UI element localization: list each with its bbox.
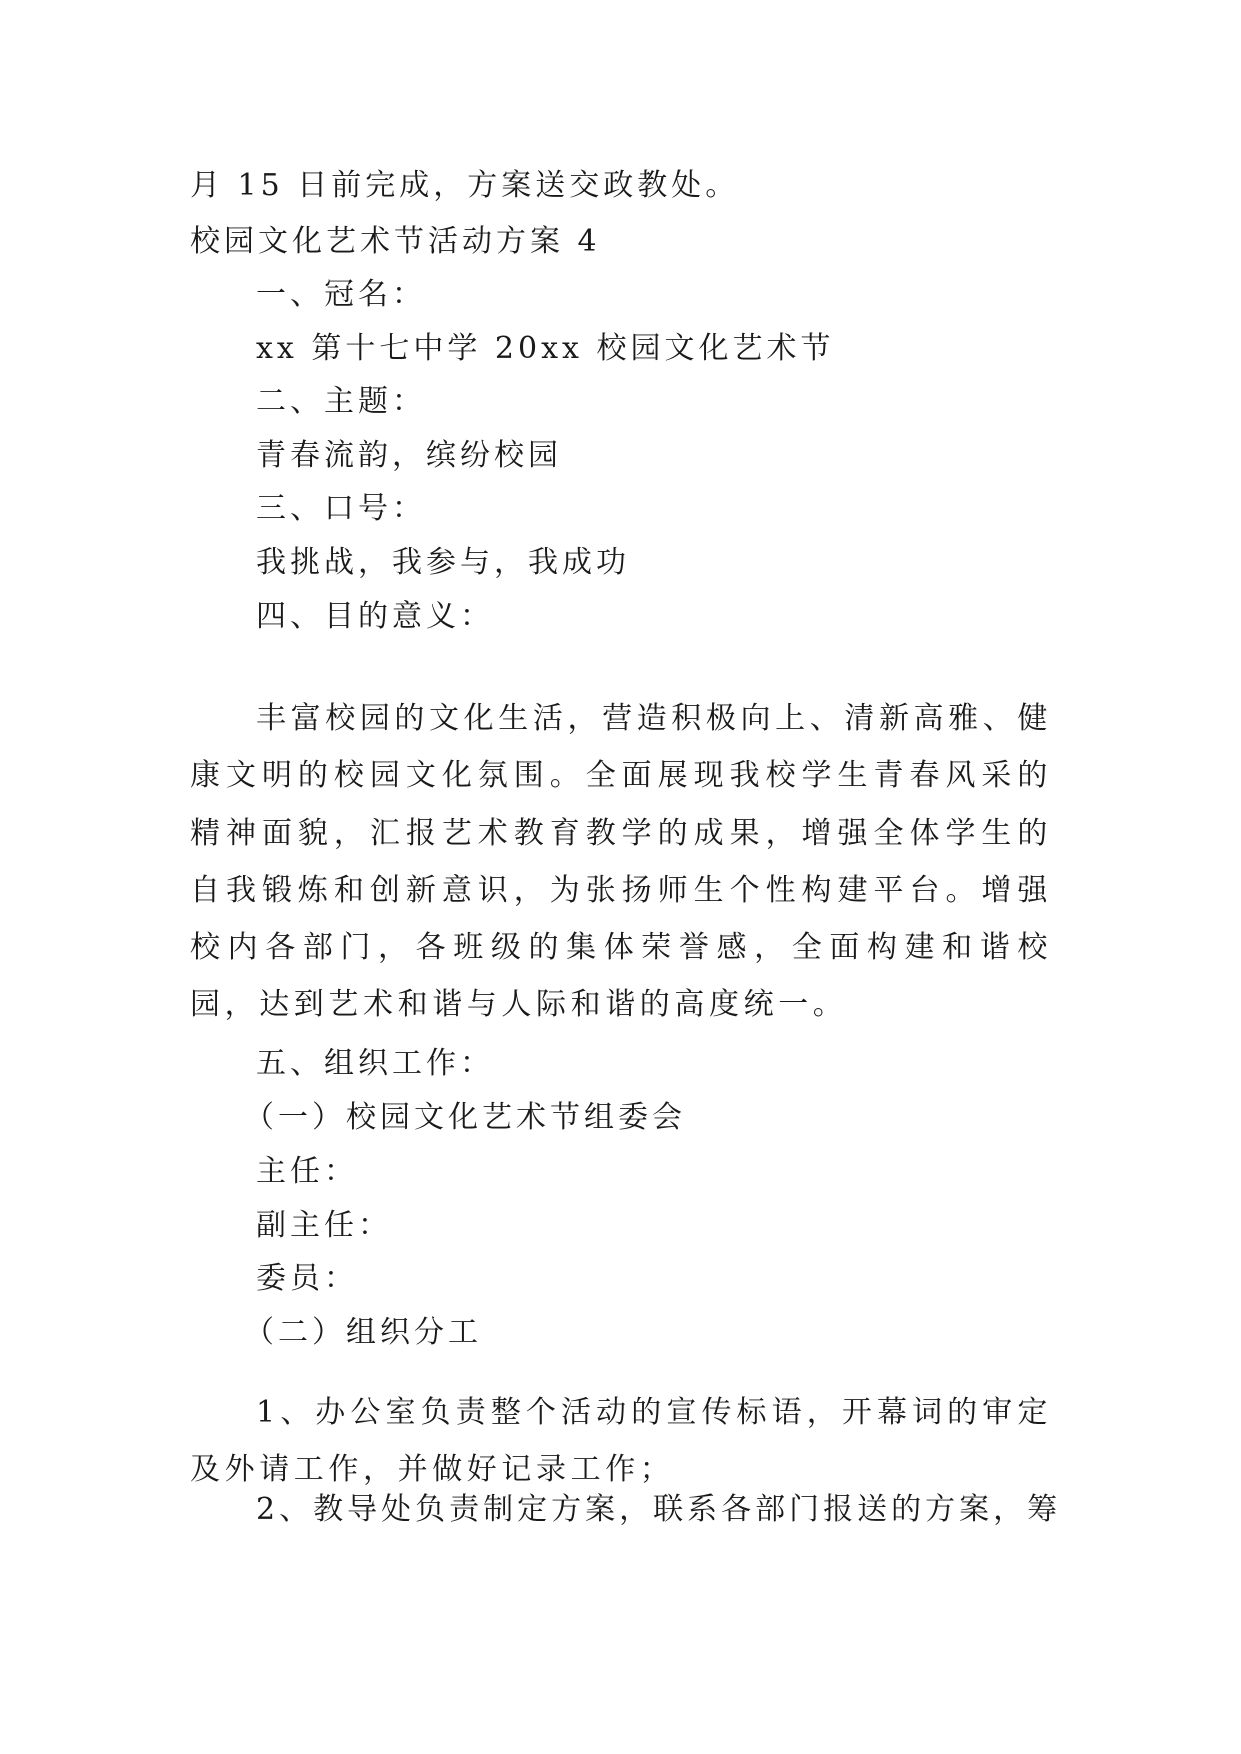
text-slogan-value: 我挑战，我参与，我成功 [256,545,630,580]
text-members: 委员： [256,1261,358,1296]
subheading-committee: （一）校园文化艺术节组委会 [244,1100,686,1135]
purpose-paragraph: 丰富校园的文化生活，营造积极向上、清新高雅、健康文明的校园文化氛围。全面展现我校学生青春风采的精神面貌，汇报艺术教育教学的成果，增强全体学生的自我锻炼和创新意识，为张扬师生个性构建平台。增强校内各部门，各班级的集体荣誉感，全面构建和谐校园，达到艺术和谐与人际和谐的高度统一。 [190,701,1052,1023]
text-theme-value: 青春流韵，缤纷校园 [256,438,562,473]
text-line-deadline: 月 15 日前完成，方案送交政教处。 [190,168,740,203]
heading-organization: 五、组织工作： [256,1046,494,1081]
section-title: 校园文化艺术节活动方案 4 [190,224,601,259]
heading-purpose: 四、目的意义： [256,599,494,634]
heading-theme: 二、主题： [256,384,426,419]
heading-naming: 一、冠名： [256,277,426,312]
text-director: 主任： [256,1154,358,1189]
text-deputy-director: 副主任： [256,1208,392,1243]
division-item-2: 2、教导处负责制定方案，联系各部门报送的方案，筹 [256,1492,1062,1527]
text-naming-value: xx 第十七中学 20xx 校园文化艺术节 [256,331,835,366]
subheading-division: （二）组织分工 [244,1315,482,1350]
heading-slogan: 三、口号： [256,491,426,526]
division-item-1: 1、办公室负责整个活动的宣传标语，开幕词的审定及外请工作，并做好记录工作； [190,1395,1052,1488]
